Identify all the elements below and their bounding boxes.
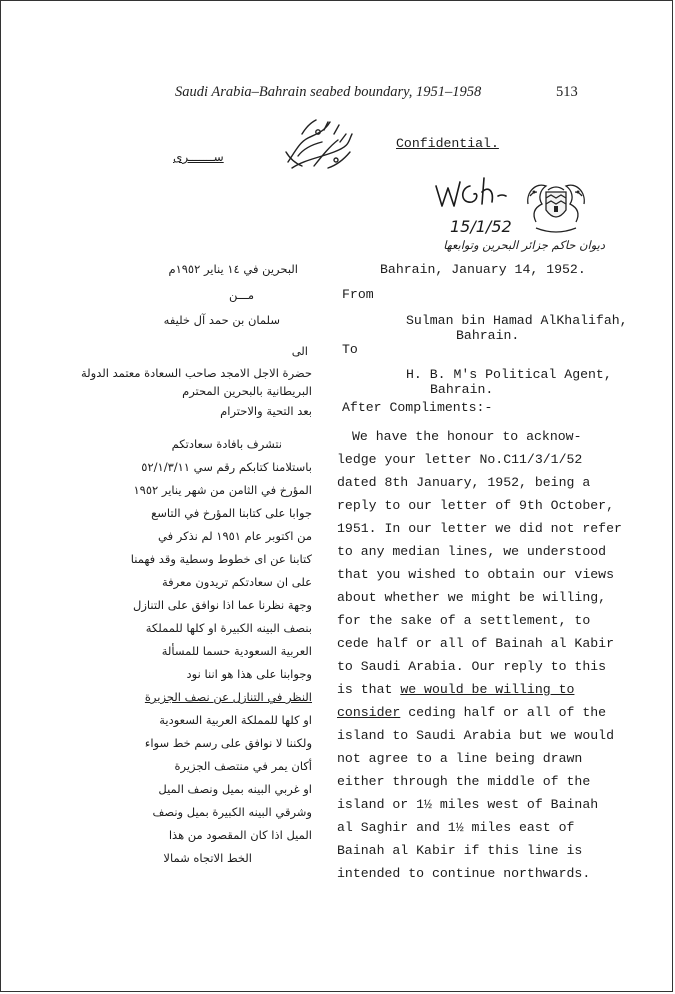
arabic-body-line: او كلها للمملكة العربية السعودية (159, 713, 312, 727)
english-underlined-phrase: we would be willing to (400, 682, 575, 697)
english-body-line: either through the middle of the (337, 774, 591, 789)
arabic-body-line: الخط الاتجاه شمالا (163, 851, 252, 865)
arabic-underlined-line: النظر في التنازل عن نصف الجزيرة (144, 690, 312, 704)
arabic-column (12, 0, 312, 994)
arabic-body-line: بنصف البينه الكبيرة او كلها للمملكة (145, 621, 312, 635)
english-to-name: H. B. M's Political Agent, (406, 367, 612, 382)
arabic-body-line: من اكتوبر عام ١٩٥١ لم نذكر في (158, 529, 312, 543)
arabic-body-line: نتشرف بافادة سعادتكم (171, 437, 282, 451)
english-body-line: We have the honour to acknow- (352, 429, 582, 444)
english-body-line: island or 1½ miles west of Bainah (337, 797, 599, 812)
english-line-prefix: is that (337, 682, 401, 697)
arabic-to-line-1: حضرة الاجل الامجد صاحب السعادة معتمد الدولة (81, 366, 312, 380)
arabic-body-line: وجهة نظرنا عما اذا نوافق على التنازل (132, 598, 312, 612)
english-body-line: about whether we might be willing, (337, 590, 607, 605)
arabic-body-line: على ان سعادتكم تريدون معرفة (161, 575, 312, 589)
english-body-line: dated 8th January, 1952, being a (337, 475, 591, 490)
english-body-line: reply to our letter of 9th October, (337, 498, 614, 513)
english-body-line: for the sake of a settlement, to (337, 613, 591, 628)
arabic-body-line: ولكننا لا نوافق على رسم خط سواء (144, 736, 312, 750)
arabic-body-line: المؤرخ في الثامن من شهر يناير ١٩٥٢ (133, 483, 312, 497)
arabic-body-line: العربية السعودية حسما للمسألة (161, 644, 312, 658)
english-greeting: After Compliments:- (342, 400, 493, 415)
arabic-body-line: أكان يمر في منتصف الجزيرة (174, 759, 312, 773)
arabic-body-line: وشرقي البينه الكبيرة بميل ونصف (152, 805, 312, 819)
arabic-body-line: كتابنا عن اى خطوط وسطية وقد فهمنا (130, 552, 312, 566)
english-from-name: Sulman bin Hamad AlKhalifah, (406, 313, 628, 328)
english-body-line: cede half or all of Bainah al Kabir (337, 636, 614, 651)
arabic-body-line: باستلامنا كتابكم رقم سي ٥٢/١/٣/١١ (141, 460, 312, 474)
arabic-secret-mark: ســـــــرى (173, 150, 224, 164)
arabic-to-label: الى (291, 344, 308, 358)
english-body-line: intended to continue northwards. (337, 866, 591, 881)
english-line-rest: ceding half or all of the (400, 705, 607, 720)
confidential-label: Confidential. (396, 136, 499, 151)
english-date-line: Bahrain, January 14, 1952. (380, 262, 586, 277)
english-from-place: Bahrain. (456, 328, 520, 343)
english-to-label: To (342, 342, 358, 357)
english-to-place: Bahrain. (430, 382, 494, 397)
page-number: 513 (556, 84, 578, 100)
english-body-line (337, 682, 574, 697)
english-body-line: island to Saudi Arabia but we would (337, 728, 614, 743)
english-underlined-word: consider (337, 705, 401, 720)
arabic-date-line: البحرين في ١٤ يناير ١٩٥٢م (168, 262, 298, 276)
arabic-greeting: بعد التحية والاحترام (220, 404, 312, 418)
arabic-letterhead: ديوان حاكم جزائر البحرين وتوابعها (443, 238, 605, 252)
english-body-line: to any median lines, we understood (337, 544, 607, 559)
english-body-line (337, 705, 606, 720)
english-body-line: Bainah al Kabir if this line is (337, 843, 583, 858)
english-body-line: that you wished to obtain our views (337, 567, 614, 582)
english-body-line: to Saudi Arabia. Our reply to this (337, 659, 607, 674)
english-from-label: From (342, 287, 374, 302)
handwritten-date: 15/1/52 (450, 217, 512, 236)
arabic-body-line: الميل اذا كان المقصود من هذا (168, 828, 312, 842)
arabic-from-label: مـــن (228, 288, 254, 302)
arabic-body-line: او غربي البينه بميل ونصف الميل (158, 782, 312, 796)
english-body-line: 1951. In our letter we did not refer (337, 521, 622, 536)
running-head: Saudi Arabia–Bahrain seabed boundary, 1951–1958 (175, 84, 482, 100)
arabic-body-line: وجوابنا على هذا هو اننا نود (186, 667, 312, 681)
english-body-line: ledge your letter No.C11/3/1/52 (337, 452, 583, 467)
arabic-from-name: سلمان بن حمد آل خليفه (163, 313, 280, 327)
arabic-body-line: جوابا على كتابنا المؤرخ في التاسع (151, 506, 312, 520)
english-body-line: not agree to a line being drawn (337, 751, 583, 766)
bahrain-emblem-icon (524, 178, 588, 236)
arabic-to-line-2: البريطانية بالبحرين المحترم (182, 384, 312, 398)
english-body-line: al Saghir and 1½ miles east of (337, 820, 575, 835)
